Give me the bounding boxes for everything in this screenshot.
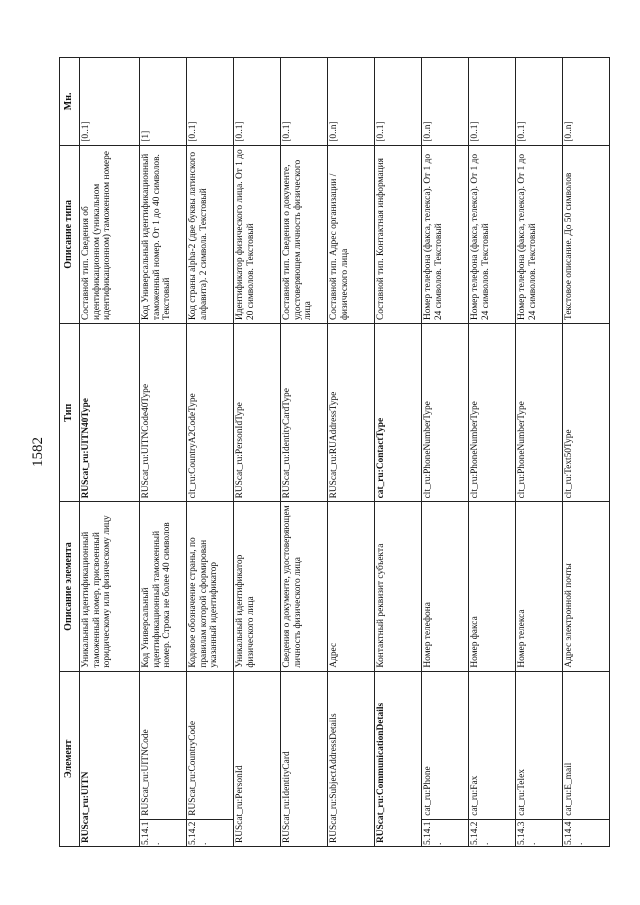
row-mn: [0..1] — [375, 58, 422, 146]
table-row — [516, 58, 563, 847]
row-index: 5.14.1. — [422, 819, 469, 846]
table-body — [80, 58, 610, 847]
elements-table — [59, 57, 610, 847]
row-type-description: Код страны alpha-2 (две буквы латинского алфавита). 2 символа. Текстовый — [187, 145, 234, 323]
row-mn: [1] — [140, 58, 187, 146]
row-index: 5.14.3. — [516, 819, 563, 846]
row-mn: [0..1] — [80, 58, 140, 146]
row-element: RUScat_ru:PersonId — [234, 671, 281, 846]
row-type: clt_ru:CountryA2CodeType — [187, 324, 234, 502]
table-row — [375, 58, 422, 847]
row-type-description: Номер телефона (факса, телекса). От 1 до 24 символов. Текстовый — [469, 145, 516, 323]
table-row — [563, 58, 610, 847]
header-type: Тип — [60, 324, 80, 502]
row-index: 5.14.4. — [563, 819, 610, 846]
row-type: RUScat_ru:UITN40Type — [80, 324, 140, 502]
table-row — [469, 58, 516, 847]
row-description: Кодовое обозначение страны, по правилам которой сформирован указанный идентификатор — [187, 502, 234, 671]
row-description: Контактный реквизит субъекта — [375, 502, 422, 671]
table-header-row — [60, 58, 80, 847]
row-type-description: Номер телефона (факса, телекса). От 1 до 24 символов. Текстовый — [516, 145, 563, 323]
row-description: Код Универсальный идентификационный таможенный номер. Строка не более 40 символов — [140, 502, 187, 671]
row-element: RUScat_ru:UITNCode — [140, 671, 187, 819]
row-type: cat_ru:ContactType — [375, 324, 422, 502]
row-element: RUScat_ru:UITN — [80, 671, 140, 846]
row-type: clt_ru:Text50Type — [563, 324, 610, 502]
row-type: clt_ru:PhoneNumberType — [516, 324, 563, 502]
table-row — [80, 58, 140, 847]
row-index: 5.14.2. — [187, 819, 234, 846]
row-element: RUScat_ru:IdentityCard — [281, 671, 328, 846]
header-type-description: Описание типа — [60, 145, 80, 323]
row-description: Адрес электронной почты — [563, 502, 610, 671]
row-type: RUScat_ru:IdentityCardType — [281, 324, 328, 502]
row-type: RUScat_ru:UITNCode40Type — [140, 324, 187, 502]
row-type-description: Идентификатор физического лица. От 1 до 20 символов. Текстовый — [234, 145, 281, 323]
row-type: clt_ru:PhoneNumberType — [469, 324, 516, 502]
row-element: cat_ru:Fax — [469, 671, 516, 819]
row-type-description: Составной тип. Адрес организации / физического лица — [328, 145, 375, 323]
row-mn: [0..n] — [422, 58, 469, 146]
row-description: Номер телефона — [422, 502, 469, 671]
row-type-description: Составной тип. Сведения о документе, удостоверяющем личность физического лица — [281, 145, 328, 323]
row-type-description: Текстовое описание. До 50 символов — [563, 145, 610, 323]
row-type-description: Составной тип. Контактная информация — [375, 145, 422, 323]
row-description: Уникальный идентификационный таможенный номер, присвоенный юридическому или физическому лицу — [80, 502, 140, 671]
row-type-description: Номер телефона (факса, телекса). От 1 до 24 символов. Текстовый — [422, 145, 469, 323]
row-type: RUScat_ru:RUAddressType — [328, 324, 375, 502]
row-mn: [0..1] — [234, 58, 281, 146]
row-type: clt_ru:PhoneNumberType — [422, 324, 469, 502]
row-mn: [0..1] — [516, 58, 563, 146]
row-mn: [0..n] — [328, 58, 375, 146]
row-index: 5.14.2. — [469, 819, 516, 846]
header-description: Описание элемента — [60, 502, 80, 671]
header-element: Элемент — [60, 671, 80, 846]
table-row — [140, 58, 187, 847]
row-element: cat_ru:E_mail — [563, 671, 610, 819]
table-row — [328, 58, 375, 847]
row-element: cat_ru:Phone — [422, 671, 469, 819]
row-type-description: Код Универсальный идентификационный таможенный номер. От 1 до 40 символов. Текстовый — [140, 145, 187, 323]
table-row — [281, 58, 328, 847]
row-mn: [0..1] — [187, 58, 234, 146]
table-row — [422, 58, 469, 847]
row-mn: [0..n] — [563, 58, 610, 146]
row-index: 5.14.1. — [140, 819, 187, 846]
row-element: RUScat_ru:CommunicationDetails — [375, 671, 422, 846]
document-table-container — [59, 57, 585, 847]
row-element: cat_ru:Telex — [516, 671, 563, 819]
row-description: Сведения о документе, удостоверяющем личность физического лица — [281, 502, 328, 671]
header-mn: Мн. — [60, 58, 80, 146]
row-description: Номер телекса — [516, 502, 563, 671]
page-number: 1582 — [30, 437, 46, 467]
row-type: RUScat_ru:PersonIdType — [234, 324, 281, 502]
table-row — [187, 58, 234, 847]
row-element: RUScat_ru:SubjectAddressDetails — [328, 671, 375, 846]
row-type-description: Составной тип. Сведения об идентификационном (уникальном идентификационном) таможенном номере — [80, 145, 140, 323]
row-description: Уникальный идентификатор физического лица — [234, 502, 281, 671]
row-mn: [0..1] — [469, 58, 516, 146]
row-element: RUScat_ru:CountryCode — [187, 671, 234, 819]
table-row — [234, 58, 281, 847]
row-mn: [0..1] — [281, 58, 328, 146]
row-description: Номер факса — [469, 502, 516, 671]
row-description: Адрес — [328, 502, 375, 671]
